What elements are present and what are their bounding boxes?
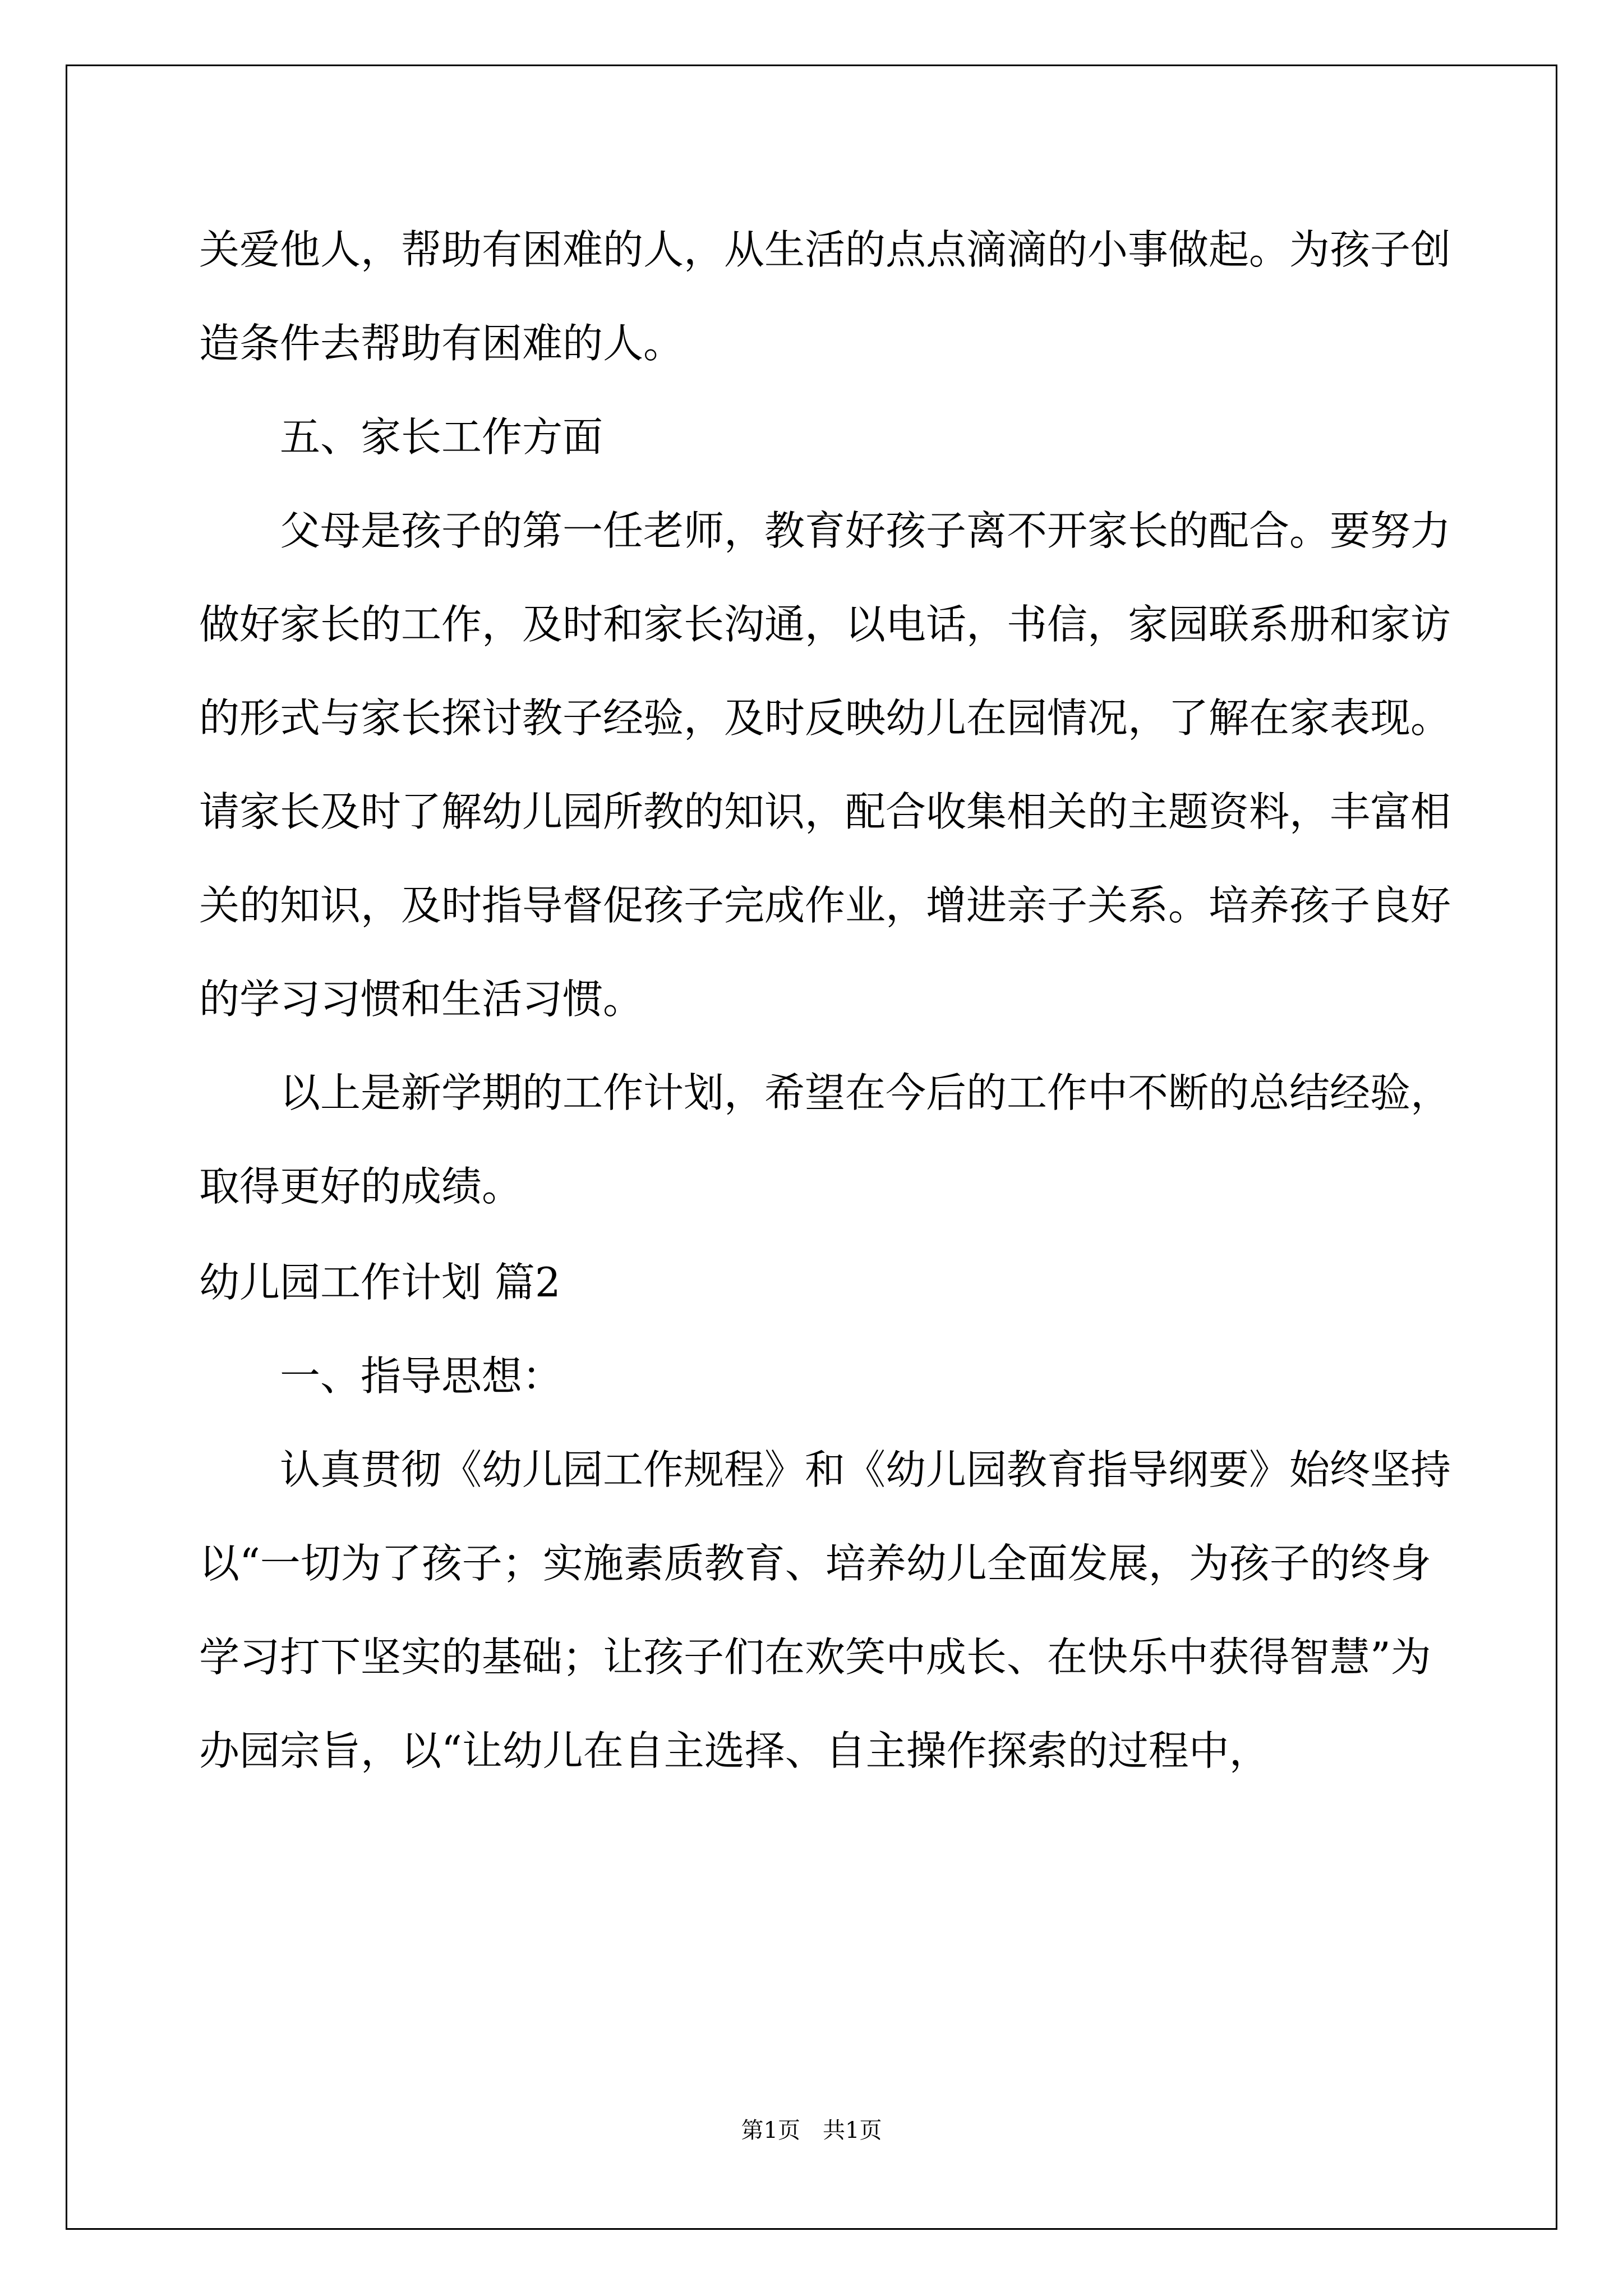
paragraph-continuation: 关爱他人，帮助有困难的人，从生活的点点滴滴的小事做起。为孩子创造条件去帮助有困难的人。 (199, 226, 1451, 367)
heading-parent-work: 五、家长工作方面 (280, 413, 603, 461)
page-footer: 第1页 共1页 (741, 2118, 882, 2143)
section-2-body (199, 1329, 1469, 1798)
paragraph-guiding-thought: 认真贯彻《幼儿园工作规程》和《幼儿园教育指导纲要》始终坚持以“一切为了孩子；实施素质教育、培养幼儿全面发展，为孩子的终身学习打下坚实的基础；让孩子们在欢笑中成长、在快乐中获得智慧”为办园宗旨，以“让幼儿在自主选择、自主操作探索的过程中， (199, 1446, 1451, 1774)
paragraph-conclusion: 以上是新学期的工作计划，希望在今后的工作中不断的总结经验，取得更好的成绩。 (199, 1069, 1451, 1210)
heading-guiding-thought: 一、指导思想： (280, 1352, 563, 1400)
paragraph-parent-work: 父母是孩子的第一任老师，教育好孩子离不开家长的配合。要努力做好家长的工作，及时和家长沟通，以电话，书信，家园联系册和家访的形式与家长探讨教子经验，及时反映幼儿在园情况，了解在家表现。请家长及时了解幼儿园所教的知识，配合收集相关的主题资料，丰富相关的知识，及时指导督促孩子完成作业，增进亲子关系。培养孩子良好的学习习惯和生活习惯。 (199, 507, 1451, 1023)
section-2-title: 幼儿园工作计划 篇2 (199, 1259, 561, 1306)
section-1-body (199, 203, 1469, 1234)
